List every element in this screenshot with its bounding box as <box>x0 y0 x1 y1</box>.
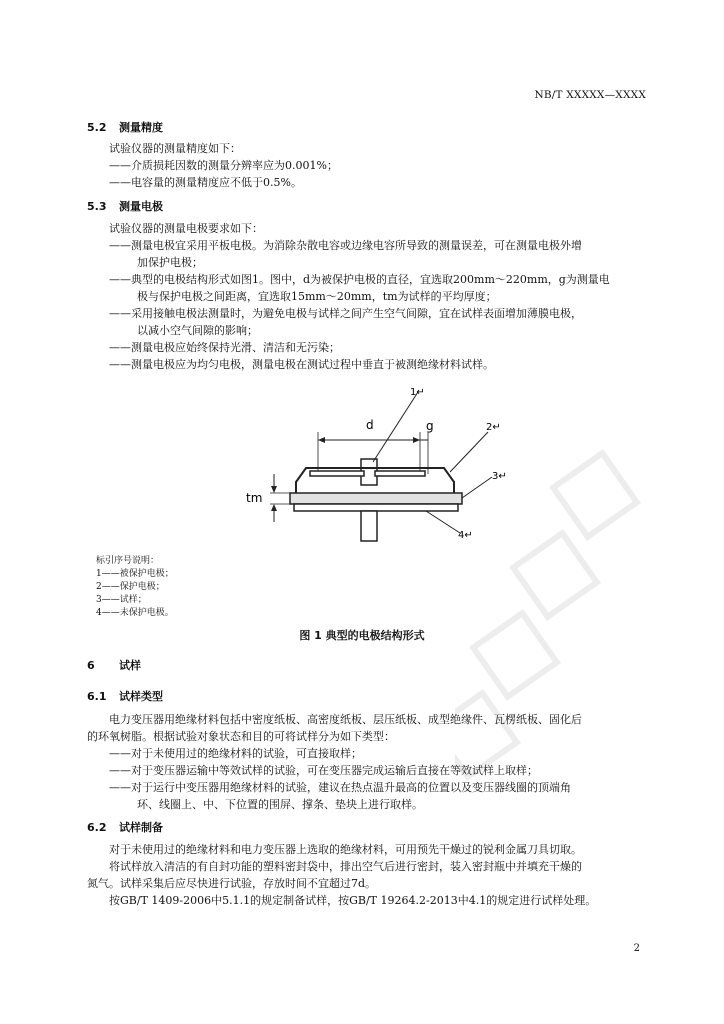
legend-title: 标引序号说明： <box>96 556 160 566</box>
list-item: ——介质损耗因数的测量分辨率应为0.001%； <box>109 159 338 172</box>
unguarded-electrode <box>294 504 458 511</box>
guarded-electrode-plate <box>310 471 364 476</box>
list-item: ——采用接触电极法测量时，为避免电极与试样之间产生空气间隙，宜在试样表面增加薄膜电极， <box>109 307 582 320</box>
list-item: ——对于未使用过的绝缘材料的试验，可直接取样； <box>109 747 362 760</box>
callout-4: 4↵ <box>458 530 473 541</box>
paragraph-line: 对于未使用过的绝缘材料和电力变压器上选取的绝缘材料，可用预先干燥过的锐利金属刀具切取。 <box>109 843 582 856</box>
list-item: ——典型的电极结构形式如图1。图中，d为被保护电极的直径，宜选取200mm～220mm，g为测量电 <box>109 273 610 286</box>
section-number: 6 <box>87 659 95 672</box>
paragraph-line: 氮气。试样采集后应尽快进行试验，存放时间不宜超过7d。 <box>87 877 377 890</box>
callout-3: 3↵ <box>492 471 507 482</box>
specimen <box>290 493 462 504</box>
section-5-2-heading <box>87 121 163 135</box>
label-d: d <box>366 418 374 432</box>
section-6-heading <box>87 659 141 673</box>
list-item-continuation: 环、线圈上、中、下位置的围屏、撑条、垫块上进行取样。 <box>137 798 423 811</box>
section-6-1-heading <box>87 690 163 704</box>
section-title: 测量电极 <box>119 200 163 213</box>
section-number: 5.2 <box>87 121 107 134</box>
unguarded-electrode-stem <box>361 511 377 541</box>
list-item: ——测量电极应始终保持光滑、清洁和无污染； <box>109 341 340 354</box>
arrowhead <box>413 437 420 443</box>
legend-item: 1——被保护电极； <box>96 569 174 579</box>
callout-1: 1↵ <box>410 387 425 398</box>
legend-item: 3——试样； <box>96 595 147 605</box>
list-item: ——测量电极应为均匀电极，测量电极在测试过程中垂直于被测绝缘材料试样。 <box>109 358 494 371</box>
figure-caption: 图 1 典型的电极结构形式 <box>299 629 425 642</box>
arrowhead <box>271 504 277 511</box>
section-number: 6.2 <box>87 821 107 834</box>
callout-1-leader <box>373 392 418 462</box>
legend-item: 4——未保护电极。 <box>96 608 174 618</box>
list-item-continuation: 以减小空气间隙的影响； <box>137 324 258 337</box>
arrowhead <box>318 437 325 443</box>
paragraph-line: 按GB/T 1409-2006中5.1.1的规定制备试样，按GB/T 19264.2-2013中4.1的规定进行试样处理。 <box>109 894 597 907</box>
paragraph-line: 将试样放入清洁的有自封功能的塑料密封袋中，排出空气后进行密封，装入密封瓶中并填充干燥的 <box>109 860 582 873</box>
list-item: ——对于运行中变压器用绝缘材料的试验，建议在热点温升最高的位置以及变压器线圈的顶端角 <box>109 781 571 794</box>
arrowhead <box>271 486 277 493</box>
section-title: 测量精度 <box>119 121 163 134</box>
page-number: 2 <box>633 943 640 954</box>
document-code-header: NB/T XXXXX—XXXX <box>534 89 646 101</box>
list-item: ——对于变压器运输中等效试样的试验，可在变压器完成运输后直接在等效试样上取样； <box>109 764 538 777</box>
section-6-2-heading <box>87 821 163 835</box>
section-title: 试样制备 <box>119 821 163 834</box>
label-tm: tm <box>246 491 263 505</box>
paragraph-line: 的环氧树脂。根据试验对象状态和目的可将试样分为如下类型： <box>87 730 395 743</box>
section-number: 6.1 <box>87 690 107 703</box>
section-number: 5.3 <box>87 200 107 213</box>
paragraph-line: 电力变压器用绝缘材料包括中密度纸板、高密度纸板、层压纸板、成型绝缘件、瓦楞纸板、固化后 <box>109 713 582 726</box>
watermark <box>455 425 655 825</box>
callout-2: 2↵ <box>486 422 501 433</box>
legend-item: 2——保护电极； <box>96 582 165 592</box>
list-item: ——电容量的测量精度应不低于0.5%。 <box>109 176 302 189</box>
figure-legend <box>96 555 174 620</box>
list-item: ——测量电极宜采用平板电极。为消除杂散电容或边缘电容所导致的测量误差，可在测量电极外增 <box>109 239 582 252</box>
paragraph-line: 试验仪器的测量精度如下： <box>109 142 241 155</box>
section-5-3-heading <box>87 200 163 214</box>
label-g: g <box>426 419 434 433</box>
paragraph-line: 试验仪器的测量电极要求如下： <box>109 222 263 235</box>
list-item-continuation: 加保护电极； <box>137 256 203 269</box>
list-item-continuation: 极与保护电极之间距离，宜选取15mm～20mm，tm为试样的平均厚度； <box>137 290 497 303</box>
section-title: 试样 <box>119 659 141 672</box>
section-title: 试样类型 <box>119 690 163 703</box>
